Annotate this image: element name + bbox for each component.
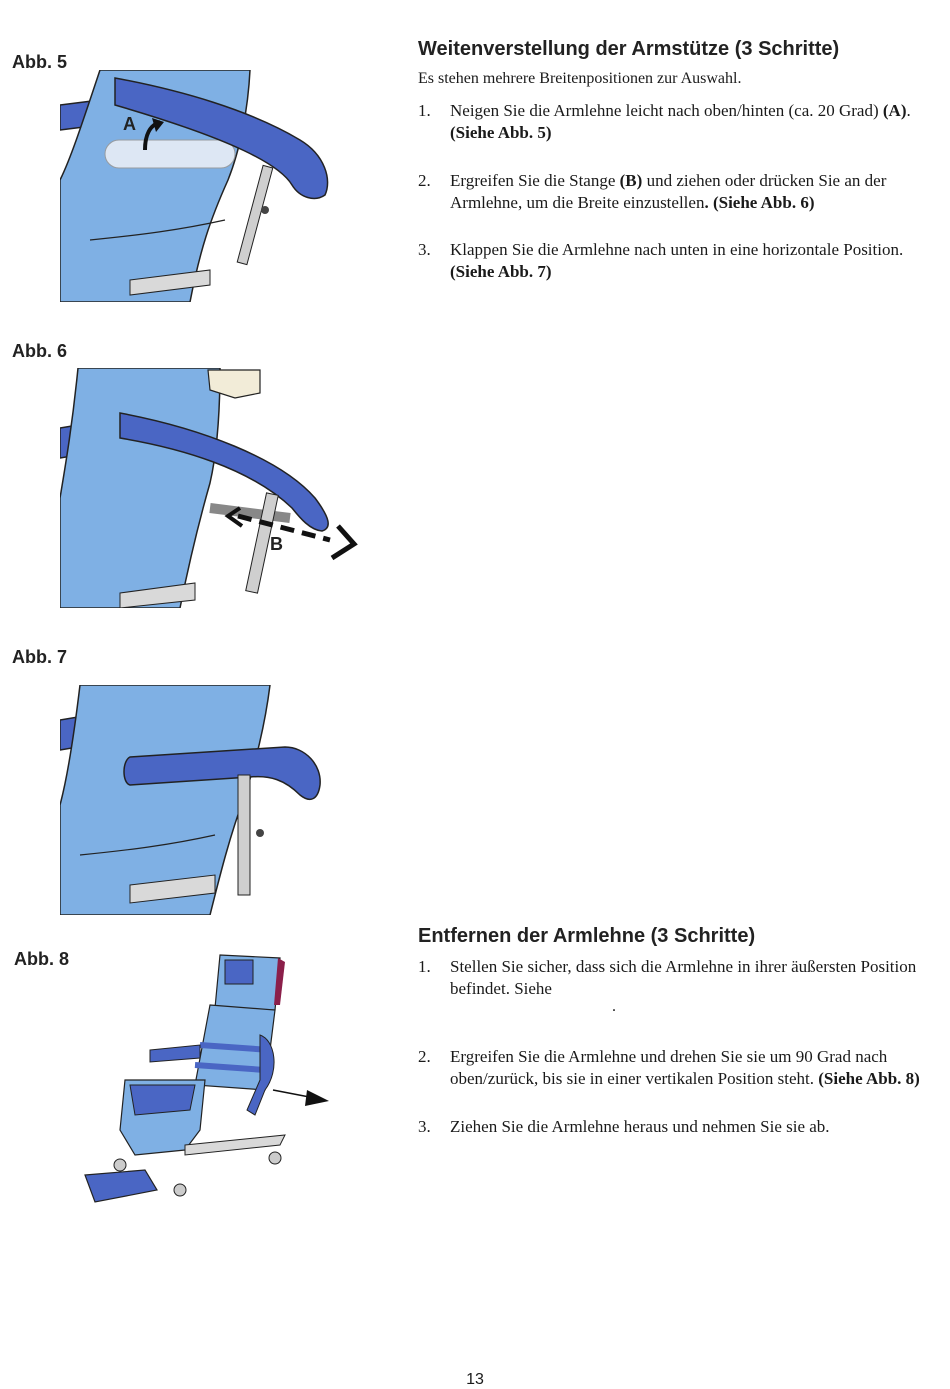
section-title-width-adjustment: Weitenverstellung der Armstütze (3 Schritte) — [418, 38, 840, 60]
marker-a: A — [123, 114, 136, 134]
figure-label-abb7: Abb. 7 — [12, 647, 68, 667]
list-item — [418, 100, 943, 144]
step-text: Stellen Sie sicher, dass sich die Armlehne in ihrer äußersten Position befindet. Siehe — [450, 957, 917, 998]
step-number: 2. — [418, 171, 431, 190]
figure-label-abb8: Abb. 8 — [14, 949, 70, 969]
list-item — [418, 1116, 943, 1138]
figure-label-abb6: Abb. 6 — [12, 341, 68, 361]
list-item — [418, 170, 943, 214]
figure-abb8-chair-full — [75, 950, 335, 1210]
step-text: Neigen Sie die Armlehne leicht nach oben/hinten (ca. 20 Grad) — [450, 101, 879, 120]
step-ref: (A) — [882, 101, 907, 120]
step-ref: (B) — [619, 171, 643, 190]
figure-label-abb5: Abb. 5 — [12, 52, 68, 72]
list-item — [418, 239, 943, 283]
step-number: 2. — [418, 1047, 431, 1066]
step-ref: (Siehe Abb. 8) — [818, 1069, 920, 1088]
step-ref: . (Siehe Abb. 6) — [704, 193, 815, 212]
figure-abb6-width-adjust — [60, 368, 360, 608]
steps-list-width-adjustment — [418, 100, 943, 283]
step-number: 1. — [418, 101, 431, 120]
step-number: 3. — [418, 240, 431, 259]
list-item — [418, 1046, 943, 1090]
step-ref: (Siehe Abb. 5) — [450, 123, 552, 142]
step-text: Klappen Sie die Armlehne nach unten in eine horizontale Position. — [450, 240, 904, 259]
marker-b: B — [270, 534, 283, 554]
step-ref: (Siehe Abb. 7) — [450, 262, 552, 281]
section-title-remove-armrest: Entfernen der Armlehne (3 Schritte) — [418, 925, 756, 947]
list-item — [418, 956, 943, 1000]
trailing-period: . — [612, 998, 616, 1015]
page-number: 13 — [466, 1371, 484, 1388]
steps-list-remove-armrest — [418, 956, 943, 1138]
step-number: 1. — [418, 957, 431, 976]
step-number: 3. — [418, 1117, 431, 1136]
step-separator: . — [906, 101, 911, 120]
section-intro: Es stehen mehrere Breitenpositionen zur Auswahl. — [418, 70, 742, 87]
figure-abb7-armrest-horizontal — [60, 685, 325, 915]
step-text: Ziehen Sie die Armlehne heraus und nehmen Sie sie ab. — [450, 1117, 830, 1136]
figure-abb5-armrest-tilt — [60, 70, 350, 302]
step-text: und ziehen oder drücken Sie an der Armlehne, um die Breite einzustellen — [450, 171, 887, 212]
step-text: Ergreifen Sie die Stange — [450, 171, 620, 190]
step-text: Ergreifen Sie die Armlehne und drehen Sie sie um 90 Grad nach oben/zurück, bis sie in einer vertikalen Position steht. — [450, 1047, 888, 1088]
